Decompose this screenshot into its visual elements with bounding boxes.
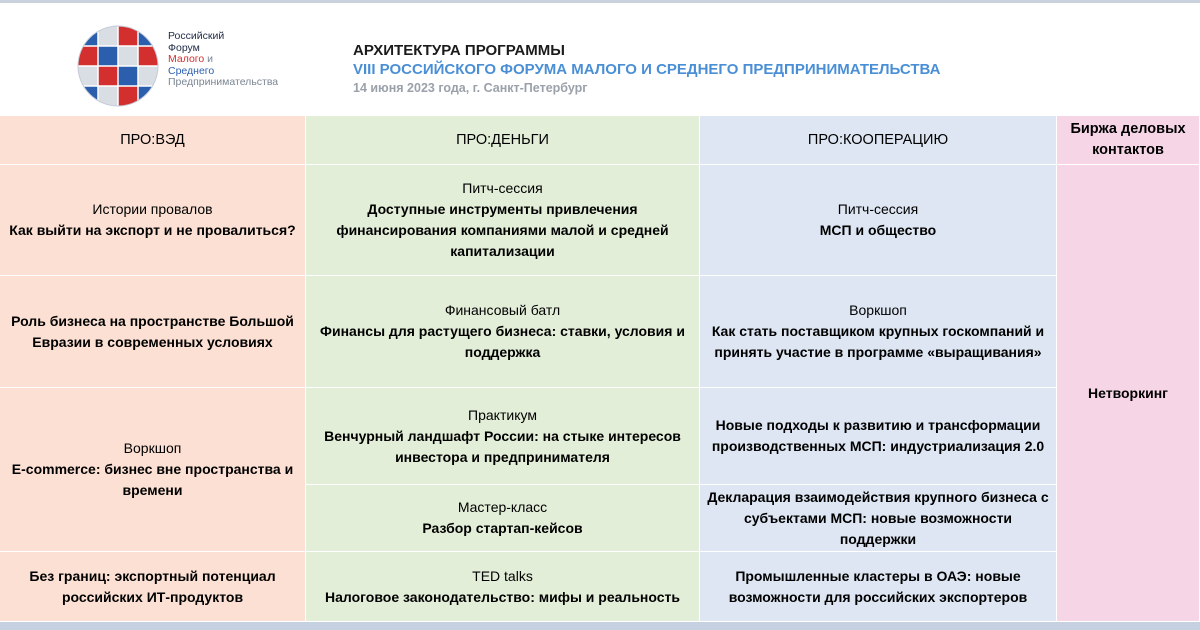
session-cell — [0, 388, 306, 552]
column-header-label: ПРО:ВЭД — [120, 131, 185, 148]
session-cell — [700, 552, 1057, 622]
session-type: Воркшоп — [849, 302, 907, 318]
logo-line-1: Российский — [168, 30, 225, 42]
session-title: Разбор стартап-кейсов — [422, 520, 583, 536]
session-title: Новые подходы к развитию и трансформации производственных МСП: индустриализация 2.0 — [711, 417, 1045, 454]
session-cell — [306, 552, 700, 622]
session-type: Истории провалов — [92, 201, 213, 217]
session-type: TED talks — [472, 567, 533, 584]
column-header-coop — [700, 116, 1057, 165]
session-cell — [0, 165, 306, 276]
session-title: МСП и общество — [819, 222, 937, 238]
logo-line-3: Малого — [168, 53, 205, 65]
session-title: Роль бизнеса на пространстве Большой Евразии в современных условиях — [11, 312, 294, 350]
session-type: Финансовый батл — [444, 302, 561, 318]
header — [0, 3, 1200, 116]
logo-line-3b: и — [207, 53, 214, 65]
session-title: Промышленные кластеры в ОАЭ: новые возможности для российских экспортеров — [728, 567, 1028, 605]
session-title: Декларация взаимодействия крупного бизнеса с субъектами МСП: новые возможности поддержки — [707, 488, 1049, 547]
column-header-label: ПРО:ДЕНЬГИ — [456, 131, 549, 148]
session-title: E-commerce: бизнес вне пространства и времени — [11, 461, 294, 498]
session-cell — [0, 276, 306, 388]
session-cell — [306, 276, 700, 388]
session-type: Питч-сессия — [462, 180, 543, 196]
page-subtitle: VIII РОССИЙСКОГО ФОРУМА МАЛОГО И СРЕДНЕГО ПРЕДПРИНИМАТЕЛЬСТВА — [353, 61, 941, 78]
session-type: Мастер-класс — [457, 499, 548, 515]
program-table — [0, 116, 1200, 622]
forum-logo — [72, 21, 279, 111]
session-type: Практикум — [468, 406, 537, 423]
session-type: Воркшоп — [123, 440, 182, 456]
column-header-label: Биржа деловых контактов — [1070, 121, 1186, 158]
session-title: Как выйти на экспорт и не провалиться? — [9, 222, 296, 238]
networking-cell — [1057, 165, 1200, 622]
logo-line-4: Среднего — [168, 64, 215, 77]
session-type: Питч-сессия — [837, 201, 919, 217]
session-title: Как стать поставщиком крупных госкомпаний и принять участие в программе «выращивания» — [711, 323, 1045, 360]
session-cell — [306, 165, 700, 276]
session-title: Финансы для растущего бизнеса: ставки, условия и поддержка — [320, 323, 685, 360]
session-cell — [700, 165, 1057, 276]
header-titles — [353, 41, 940, 97]
puzzle-globe-icon — [72, 21, 164, 111]
session-title: Без границ: экспортный потенциал российских ИТ-продуктов — [29, 567, 276, 605]
session-cell — [306, 485, 700, 552]
logo-line-2: Форум — [168, 41, 200, 54]
logo-line-5: Предпринимательства — [168, 76, 279, 88]
session-cell — [0, 552, 306, 622]
session-title: Налоговое законодательство: мифы и реальность — [325, 588, 680, 605]
session-cell — [700, 388, 1057, 485]
session-cell — [306, 388, 700, 485]
page-title: АРХИТЕКТУРА ПРОГРАММЫ — [353, 42, 565, 59]
column-header-ved — [0, 116, 306, 165]
bottom-border — [0, 622, 1200, 630]
logo-wordmark — [168, 31, 278, 89]
networking-title: Нетворкинг — [1088, 384, 1168, 401]
session-title: Доступные инструменты привлечения финансирования компаниями малой и средней капитализации — [336, 201, 669, 259]
session-title: Венчурный ландшафт России: на стыке интересов инвестора и предпринимателя — [324, 427, 681, 465]
column-header-exchange — [1057, 116, 1200, 165]
session-cell — [700, 485, 1057, 552]
session-cell — [700, 276, 1057, 388]
column-header-label: ПРО:КООПЕРАЦИЮ — [807, 131, 949, 148]
column-header-money — [306, 116, 700, 165]
event-date: 14 июня 2023 года, г. Санкт-Петербург — [353, 81, 588, 95]
